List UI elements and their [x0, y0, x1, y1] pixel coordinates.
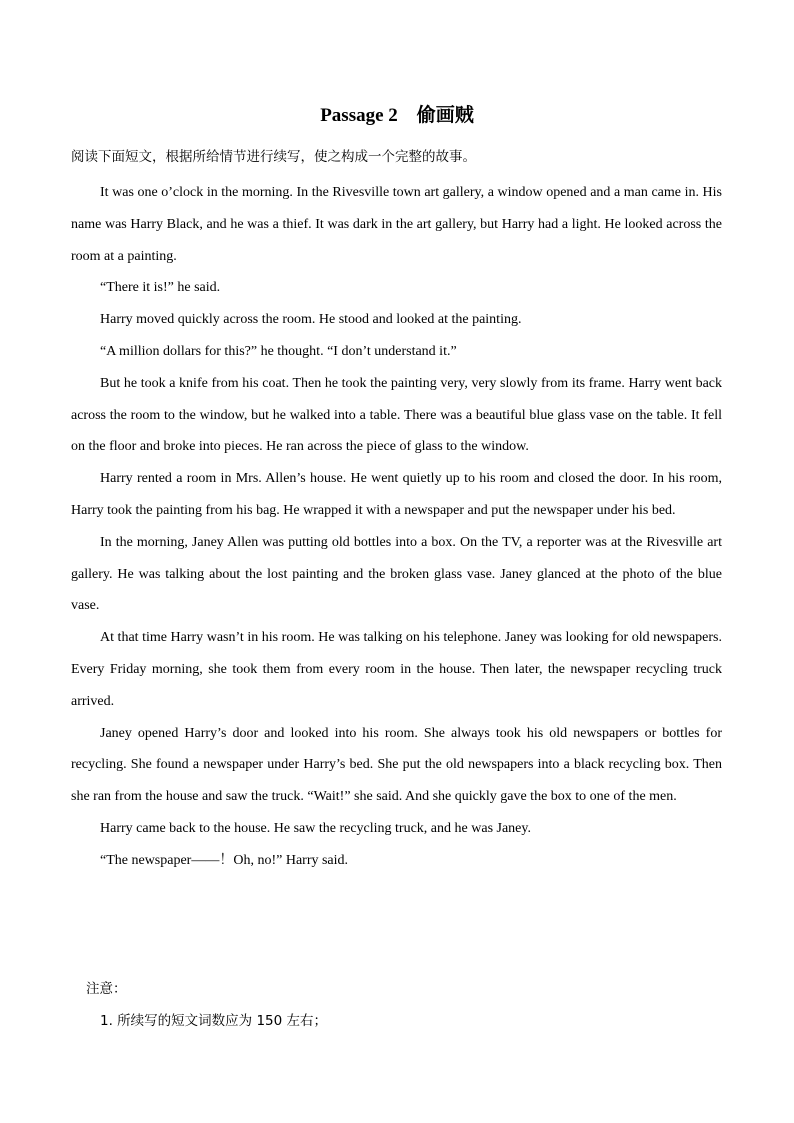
passage-paragraph: Harry moved quickly across the room. He stood and looked at the painting.	[100, 312, 522, 328]
passage-title: Passage 2 偷画贼	[320, 105, 474, 126]
notes-section	[86, 973, 327, 1037]
passage-paragraph: “The newspaper——！Oh, no!” Harry said.	[100, 852, 349, 868]
passage-paragraph: Harry came back to the house. He saw the recycling truck, and he was Janey.	[100, 820, 531, 836]
passage-paragraph: In the morning, Janey Allen was putting old bottles into a box. On the TV, a reporter was at the Rivesville art gallery. He was talking about the lost painting and the broken glass vase. Janey glanced at the photo of the blue vase.	[71, 534, 722, 614]
passage-body	[71, 177, 722, 877]
passage-paragraph: But he took a knife from his coat. Then he took the painting very, very slowly from its frame. Harry went back across the room to the window, but he walked into a table. There was a beautiful blue glass vase on the table. It fell on the floor and broke into pieces. He ran across the piece of glass to the window.	[71, 375, 722, 455]
passage-paragraph: At that time Harry wasn’t in his room. He was talking on his telephone. Janey was looking for old newspapers. Every Friday morning, she took them from every room in the house. Then later, the newspaper recycling truck arrived.	[71, 630, 722, 709]
notes-heading: 注意：	[86, 981, 127, 997]
instruction-text: 阅读下面短文，根据所给情节进行续写，使之构成一个完整的故事。	[71, 149, 476, 165]
passage-paragraph: “There it is!” he said.	[100, 280, 221, 296]
passage-paragraph: Janey opened Harry’s door and looked into his room. She always took his old newspapers or bottles for recycling. She found a newspaper under Harry’s bed. She put the old newspapers into a black recycling box. Then she ran from the house and saw the truck. “Wait!” she said. And she quickly gave the box to one of the men.	[71, 725, 722, 805]
passage-paragraph: “A million dollars for this?” he thought. “I don’t understand it.”	[100, 343, 457, 359]
passage-paragraph: It was one o’clock in the morning. In the Rivesville town art gallery, a window opened and a man came in. His name was Harry Black, and he was a thief. It was dark in the art gallery, but Harry had a light. He looked across the room at a painting.	[71, 185, 722, 264]
passage-paragraph: Harry rented a room in Mrs. Allen’s house. He went quietly up to his room and closed the door. In his room, Harry took the painting from his bag. He wrapped it with a newspaper and put the newspaper under his bed.	[71, 471, 722, 518]
note-item: 1. 所续写的短文词数应为 150 左右；	[100, 1013, 328, 1029]
